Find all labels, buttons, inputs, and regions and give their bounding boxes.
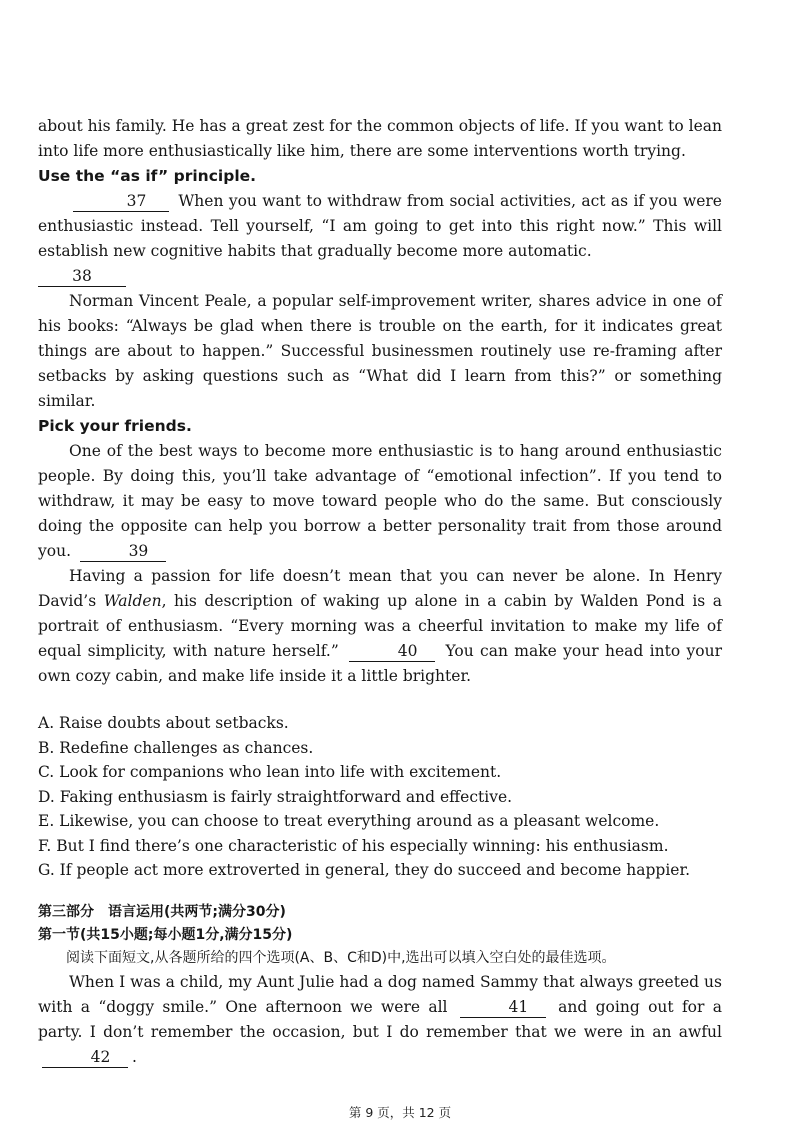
paragraph-40-text-c: You can make your head into your own cozy cabin, and make life inside it a little brighter.	[38, 642, 722, 685]
paragraph-38-line	[38, 264, 722, 289]
cloze-text-b: and going out for a party. I don’t remember the occasion, but I do remember that we were in an awful	[38, 997, 722, 1041]
paragraph-reframing: Norman Vincent Peale, a popular self-improvement writer, shares advice in one of his books: “Always be glad when there is trouble on the earth, for it indicates great things are about to happen.” Successful businessmen routinely use re-framing after setbacks by asking questions such as “What did I learn from this?” or something similar.	[38, 292, 722, 410]
paragraph-37-text: When you want to withdraw from social activities, act as if you were enthusiastic instead. Tell yourself, “I am going to get into this right now.” This will establish new cognitive habits that gradually become more automatic.	[38, 192, 722, 260]
blank-40: 40	[349, 641, 435, 662]
option-d: D. Faking enthusiasm is fairly straightforward and effective.	[38, 787, 513, 806]
blank-37: 37	[73, 191, 169, 212]
cloze-end: .	[132, 1047, 137, 1066]
cloze-text-a: When I was a child, my Aunt Julie had a dog named Sammy that always greeted us with a “doggy smile.” One afternoon we were all	[38, 972, 722, 1016]
paragraph-37	[38, 189, 722, 264]
page-content	[38, 114, 722, 1070]
page-footer: 第 9 页，共 12 页	[348, 1105, 452, 1120]
section3-subtitle: 第一节(共15小题;每小题1分,满分15分)	[38, 926, 293, 943]
book-title-walden: Walden	[103, 592, 162, 610]
paragraph-40-text-a: Having a passion for life doesn’t mean that you can never be alone. In Henry David’s	[38, 567, 722, 610]
cloze-paragraph	[38, 970, 722, 1070]
option-f: F. But I find there’s one characteristic of his especially winning: his enthusiasm.	[38, 836, 669, 855]
answer-options	[38, 711, 722, 883]
paragraph-40	[38, 564, 722, 689]
section-heading-friends: Pick your friends.	[38, 417, 192, 435]
paragraph-39	[38, 439, 722, 564]
option-c: C. Look for companions who lean into life with excitement.	[38, 763, 502, 781]
blank-41: 41	[460, 997, 546, 1018]
option-a: A. Raise doubts about setbacks.	[38, 714, 289, 732]
paragraph-40-text-b: , his description of waking up alone in a cabin by Walden Pond is a portrait of enthusiasm. “Every morning was a cheerful invitation to make my life of equal simplicity, with nature herself.”	[38, 592, 722, 660]
blank-42: 42	[42, 1047, 128, 1068]
option-e: E. Likewise, you can choose to treat everything around as a pleasant welcome.	[38, 812, 660, 830]
section-heading-as-if: Use the “as if” principle.	[38, 167, 257, 185]
section3-title: 第三部分 语言运用(共两节;满分30分)	[38, 903, 286, 920]
option-b: B. Redefine challenges as chances.	[38, 738, 314, 757]
option-g: G. If people act more extroverted in general, they do succeed and become happier.	[38, 861, 691, 879]
intro-paragraph: about his family. He has a great zest for the common objects of life. If you want to lean into life more enthusiastically like him, there are some interventions worth trying.	[38, 117, 722, 160]
paragraph-39-text: One of the best ways to become more enthusiastic is to hang around enthusiastic people. By doing this, you’ll take advantage of “emotional infection”. If you tend to withdraw, it may be easy to move toward people who do the same. But consciously doing the opposite can help you borrow a better personality trait from those around you.	[38, 442, 722, 560]
blank-39: 39	[80, 541, 166, 562]
blank-38: 38	[38, 266, 126, 287]
section3-instruction: 阅读下面短文,从各题所给的四个选项(A、B、C和D)中,选出可以填入空白处的最佳选项。	[66, 949, 616, 966]
